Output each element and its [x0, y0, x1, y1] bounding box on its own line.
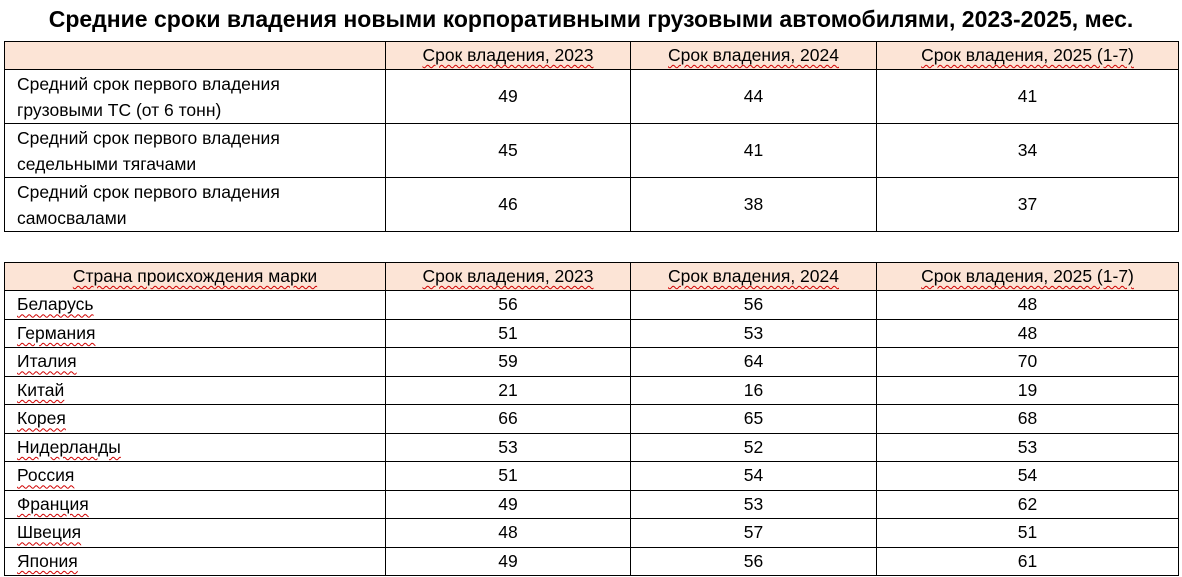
column-header-label: Срок владения, 2025 (1-7) — [921, 45, 1134, 65]
table-row — [5, 178, 1179, 232]
data-cell: 48 — [386, 519, 631, 548]
data-cell: 49 — [386, 547, 631, 576]
data-cell: 41 — [877, 70, 1179, 124]
table-row — [5, 462, 1179, 491]
data-cell: 37 — [877, 178, 1179, 232]
column-header — [5, 42, 386, 70]
ownership-by-type-table — [4, 41, 1179, 232]
row-label — [5, 490, 386, 519]
table-row — [5, 376, 1179, 405]
data-cell: 61 — [877, 547, 1179, 576]
column-header-label: Срок владения, 2024 — [668, 45, 839, 65]
row-label-text: Беларусь — [17, 294, 94, 315]
data-cell: 64 — [631, 348, 877, 377]
row-label-text: Франция — [17, 493, 89, 514]
data-cell: 53 — [631, 319, 877, 348]
data-cell: 49 — [386, 490, 631, 519]
data-cell: 68 — [877, 405, 1179, 434]
column-header — [877, 263, 1179, 291]
table-row — [5, 348, 1179, 377]
row-label — [5, 178, 386, 232]
row-label-text: Швеция — [17, 522, 82, 543]
column-header-label: Срок владения, 2024 — [668, 266, 839, 286]
row-label — [5, 519, 386, 548]
column-header — [5, 263, 386, 291]
row-label — [5, 319, 386, 348]
row-label-text: Китай — [17, 379, 65, 400]
row-label-text: Средний срок первого владения самосвалами — [17, 181, 280, 228]
data-cell: 70 — [877, 348, 1179, 377]
table-row — [5, 124, 1179, 178]
data-cell: 65 — [631, 405, 877, 434]
data-cell: 66 — [386, 405, 631, 434]
data-cell: 48 — [877, 319, 1179, 348]
table-row — [5, 519, 1179, 548]
row-label — [5, 124, 386, 178]
data-cell: 48 — [877, 291, 1179, 320]
data-cell: 45 — [386, 124, 631, 178]
column-header-label: Срок владения, 2023 — [422, 266, 594, 286]
data-cell: 51 — [386, 319, 631, 348]
data-cell: 62 — [877, 490, 1179, 519]
column-header — [877, 42, 1179, 70]
ownership-by-country-table — [4, 262, 1179, 576]
data-cell: 41 — [631, 124, 877, 178]
column-header-label: Срок владения, 2023 — [422, 45, 594, 65]
column-header — [631, 263, 877, 291]
row-label — [5, 433, 386, 462]
data-cell: 56 — [386, 291, 631, 320]
column-header — [386, 263, 631, 291]
data-cell: 44 — [631, 70, 877, 124]
table-row — [5, 490, 1179, 519]
table-row — [5, 433, 1179, 462]
row-label-text: Италия — [17, 351, 77, 372]
row-label — [5, 348, 386, 377]
table-row — [5, 319, 1179, 348]
column-header-label: Срок владения, 2025 (1-7) — [921, 266, 1134, 286]
data-cell: 19 — [877, 376, 1179, 405]
row-label-text: Средний срок первого владения грузовыми ТС (от 6 тонн) — [17, 73, 280, 120]
table-row — [5, 405, 1179, 434]
table-header-row — [5, 263, 1179, 291]
data-cell: 46 — [386, 178, 631, 232]
data-cell: 56 — [631, 547, 877, 576]
table-row — [5, 547, 1179, 576]
row-label — [5, 405, 386, 434]
row-label — [5, 376, 386, 405]
data-cell: 52 — [631, 433, 877, 462]
data-cell: 21 — [386, 376, 631, 405]
data-cell: 57 — [631, 519, 877, 548]
data-cell: 53 — [877, 433, 1179, 462]
column-header-label: Страна происхождения марки — [72, 266, 318, 286]
data-cell: 34 — [877, 124, 1179, 178]
row-label — [5, 70, 386, 124]
row-label-text: Средний срок первого владения седельными тягачами — [17, 127, 280, 174]
table-row — [5, 70, 1179, 124]
row-label-text: Нидерланды — [17, 436, 121, 457]
data-cell: 56 — [631, 291, 877, 320]
page-title: Средние сроки владения новыми корпоративными грузовыми автомобилями, 2023-2025, мес. — [48, 6, 1134, 32]
row-label — [5, 291, 386, 320]
table-header-row — [5, 42, 1179, 70]
data-cell: 53 — [631, 490, 877, 519]
row-label — [5, 547, 386, 576]
data-cell: 38 — [631, 178, 877, 232]
row-label-text: Корея — [17, 408, 66, 429]
table-row — [5, 291, 1179, 320]
data-cell: 59 — [386, 348, 631, 377]
row-label-text: Россия — [17, 465, 75, 486]
row-label — [5, 462, 386, 491]
data-cell: 54 — [877, 462, 1179, 491]
data-cell: 16 — [631, 376, 877, 405]
data-cell: 54 — [631, 462, 877, 491]
column-header — [386, 42, 631, 70]
data-cell: 51 — [877, 519, 1179, 548]
data-cell: 51 — [386, 462, 631, 491]
row-label-text: Япония — [17, 550, 78, 571]
data-cell: 49 — [386, 70, 631, 124]
row-label-text: Германия — [17, 322, 96, 343]
column-header — [631, 42, 877, 70]
data-cell: 53 — [386, 433, 631, 462]
